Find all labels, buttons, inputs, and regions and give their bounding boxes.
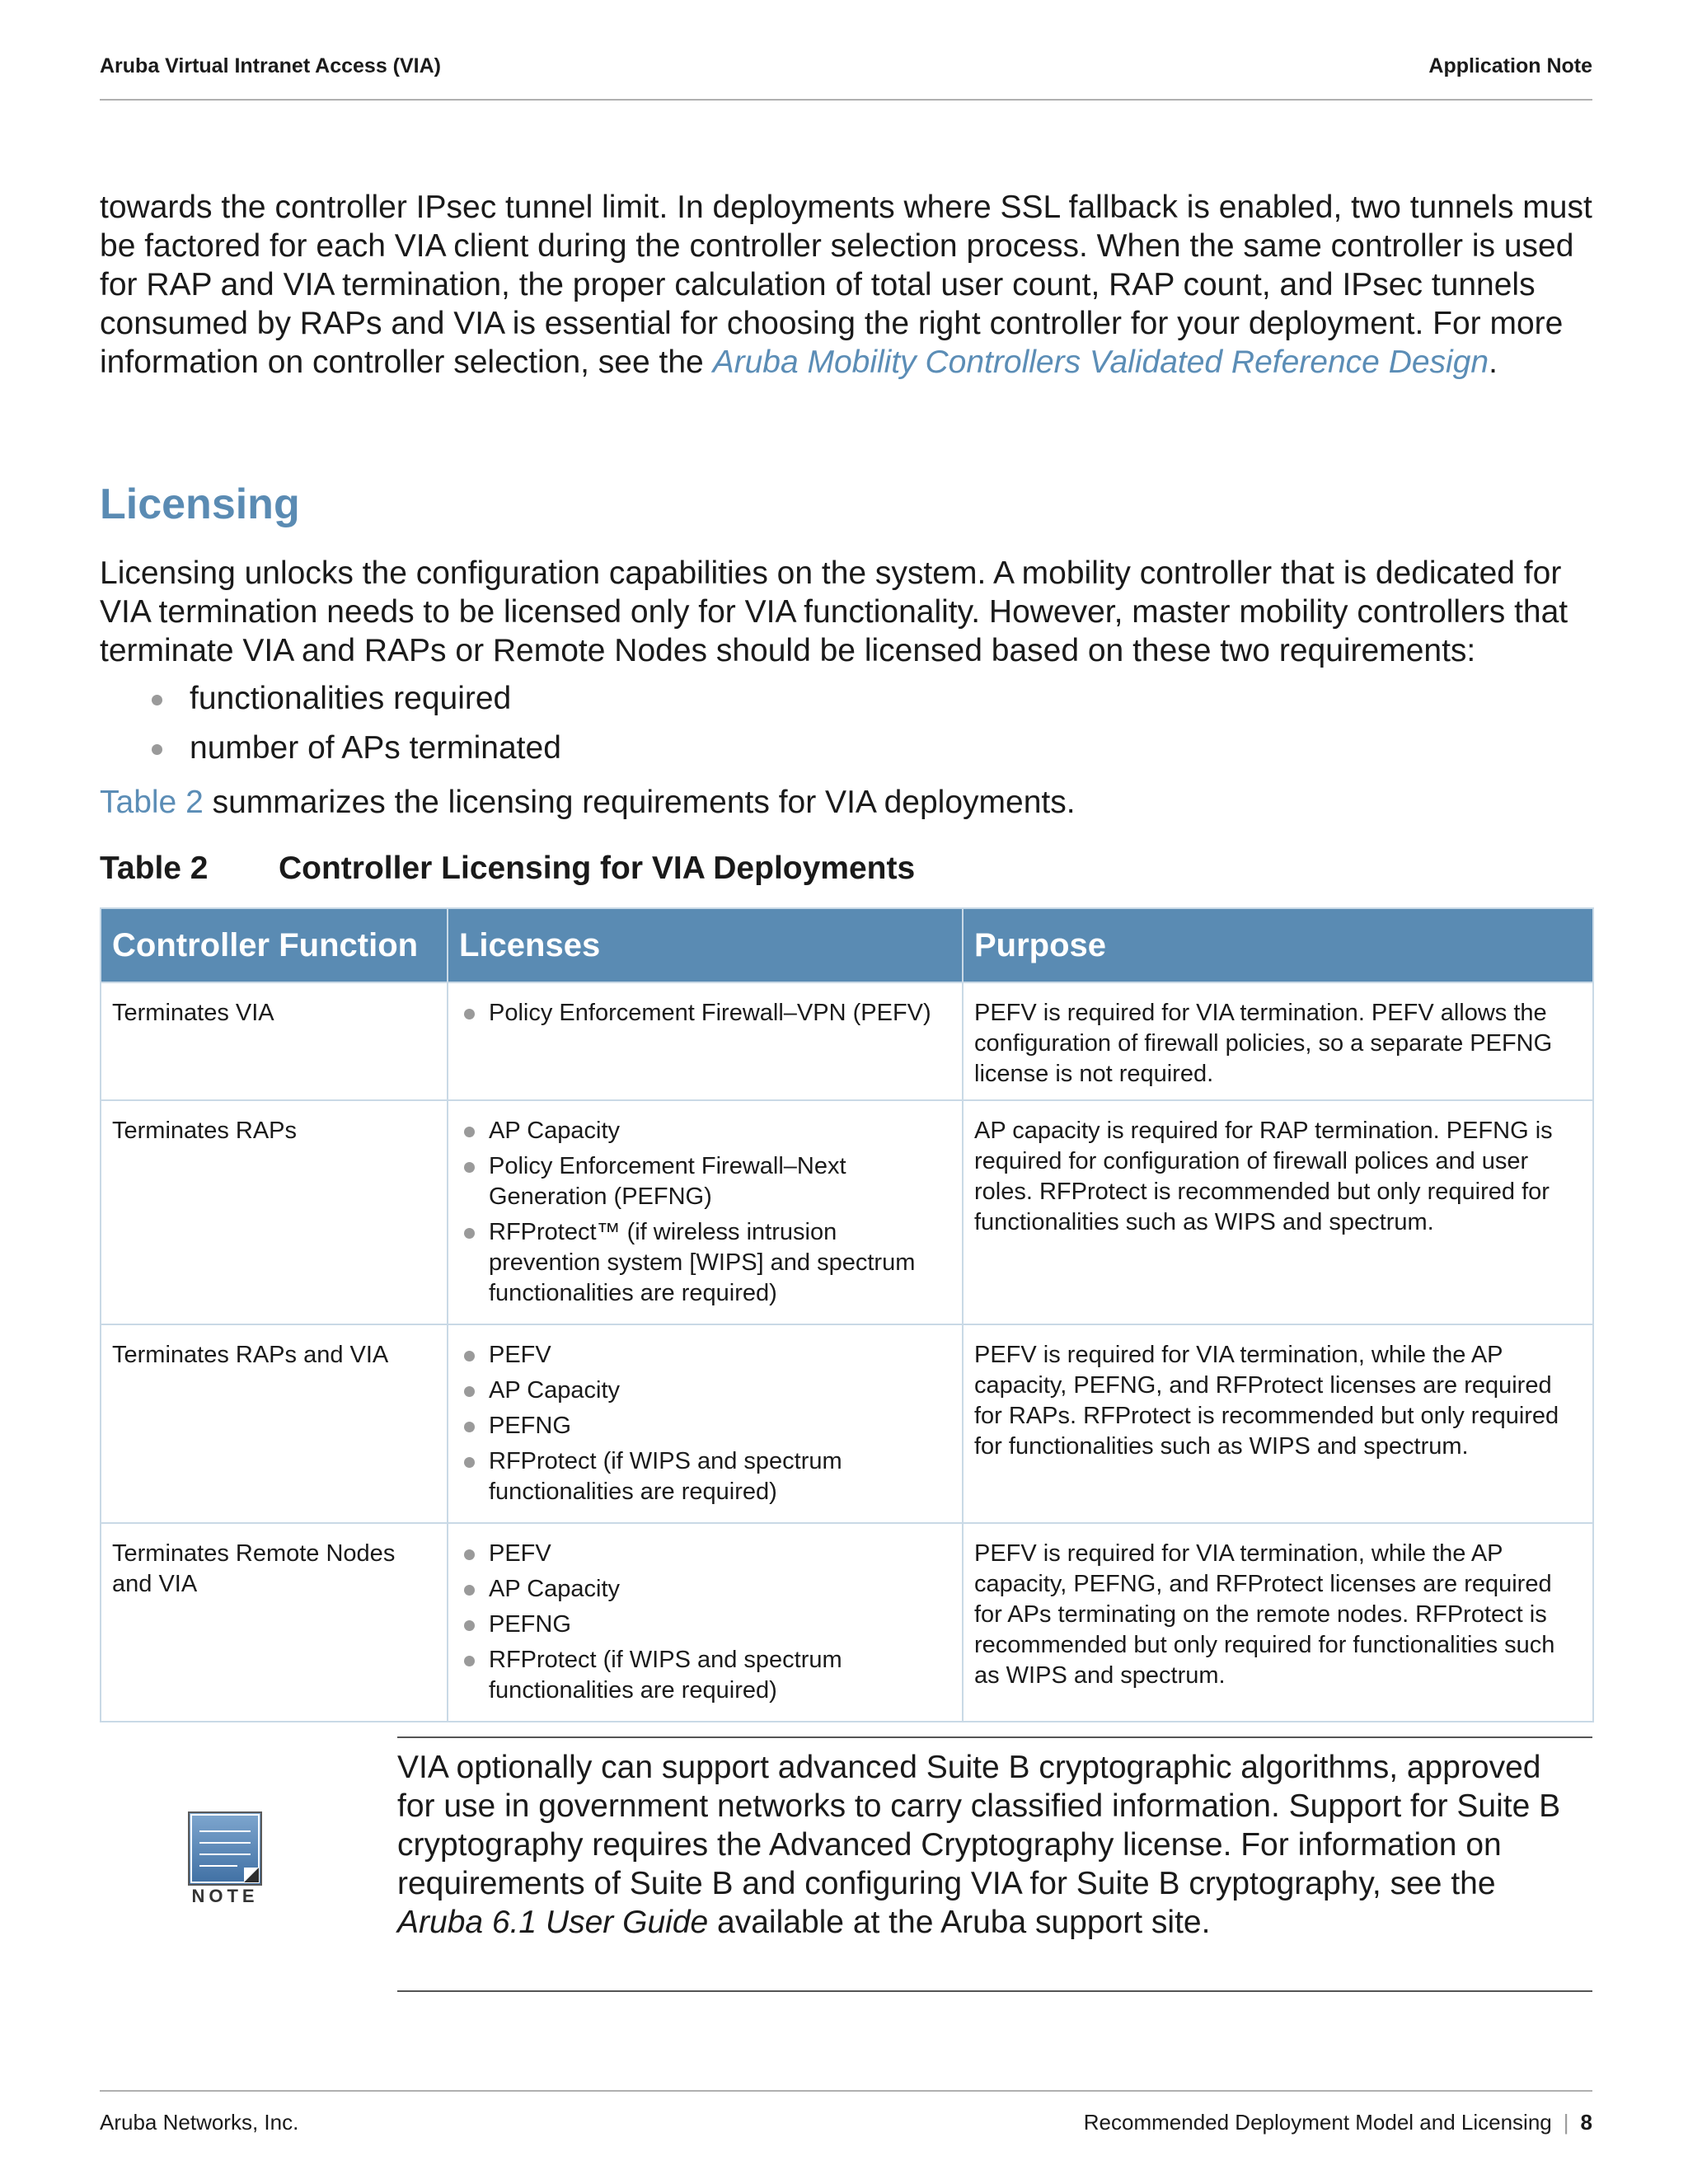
footer-separator: | [1563,2110,1569,2135]
purpose-cell: AP capacity is required for RAP termination. PEFNG is required for configuration of firewall polices and user roles. RFProtect is recommended but only required for functionalities such as WIPS and spectrum. [963,1100,1593,1324]
licenses-list [459,998,951,1029]
bullet-icon [464,1386,475,1397]
license-item [459,998,951,1029]
bullet-icon [464,1422,475,1432]
bullet-icon [464,1656,475,1666]
purpose-cell: PEFV is required for VIA termination, while the AP capacity, PEFNG, and RFProtect licenses are required for RAPs. RFProtect is recommended but only required for functionalities such as WIPS and spectrum. [963,1324,1593,1523]
licensing-table [100,907,1594,1722]
license-item [459,1610,951,1640]
license-item [459,1446,951,1507]
licensing-paragraph: Licensing unlocks the configuration capabilities on the system. A mobility controller that is dedicated for VIA termination needs to be licensed only for VIA functionality. However, master mobility controllers that terminate VIA and RAPs or Remote Nodes should be licensed based on these two requirements: [100,555,1568,668]
bullet-icon [464,1127,475,1137]
user-guide-title: Aruba 6.1 User Guide [397,1905,709,1940]
bullet-icon [464,1228,475,1239]
bullet-icon [152,695,162,705]
note-icon [188,1811,262,1886]
requirements-list [148,679,561,778]
reference-design-link[interactable]: Aruba Mobility Controllers Validated Reference Design [712,344,1489,380]
license-text: PEFNG [489,1611,571,1638]
note-text-before: VIA optionally can support advanced Suite B cryptographic algorithms, approved for use in government networks to carry classified information. Support for Suite B cryptography requires the Advanced Cryptography license. For information on requirements of Suite B and configuring VIA for Suite B cryptography, see the [397,1750,1561,1901]
license-text: Policy Enforcement Firewall–Next Generation (PEFNG) [489,1153,846,1210]
note-text [397,1748,1584,1942]
table-row [101,1324,1593,1523]
license-item [459,1574,951,1605]
license-item [459,1376,951,1406]
intro-tail: . [1489,344,1498,380]
header-doc-type: Application Note [1428,54,1592,77]
function-cell: Terminates Remote Nodes and VIA [101,1523,448,1722]
purpose-cell: PEFV is required for VIA termination. PEFV allows the configuration of firewall policies, so a separate PEFNG license is not required. [963,982,1593,1100]
license-text: RFProtect™ (if wireless intrusion prevention system [WIPS] and spectrum functionalities are required) [489,1219,916,1306]
license-text: PEFV [489,1540,551,1567]
summary-text: summarizes the licensing requirements for VIA deployments. [203,785,1076,820]
note-box [397,1736,1592,1992]
bullet-icon [464,1162,475,1173]
licenses-cell [448,1523,963,1722]
purpose-cell: PEFV is required for VIA termination, while the AP capacity, PEFNG, and RFProtect licenses are required for APs terminating on the remote nodes. RFProtect is recommended but only required for functionalities such as WIPS and spectrum. [963,1523,1593,1722]
table-row [101,1523,1593,1722]
license-text: PEFNG [489,1413,571,1439]
license-text: RFProtect (if WIPS and spectrum functionalities are required) [489,1448,842,1505]
function-cell: Terminates RAPs and VIA [101,1324,448,1523]
table-row [101,982,1593,1100]
function-cell: Terminates RAPs [101,1100,448,1324]
license-item [459,1645,951,1706]
running-header [100,51,1592,101]
intro-paragraph [100,188,1592,382]
license-text: AP Capacity [489,1118,621,1144]
licenses-cell [448,1100,963,1324]
license-text: AP Capacity [489,1576,621,1602]
licenses-cell [448,982,963,1100]
header-title: Aruba Virtual Intranet Access (VIA) [100,54,442,77]
intro-text: towards the controller IPsec tunnel limit. In deployments where SSL fallback is enabled, two tunnels must be factored for each VIA client during the controller selection process. When the same controller is used for RAP and VIA termination, the proper calculation of total user count, RAP count, and IPsec tunnels consumed by RAPs and VIA is essential for choosing the right controller for your deployment. For more information on controller selection, see the [100,190,1592,380]
table-row [101,1100,1593,1324]
license-item [459,1539,951,1569]
footer-company: Aruba Networks, Inc. [100,2110,299,2135]
license-text: AP Capacity [489,1377,621,1404]
footer-section [1084,2110,1592,2135]
running-footer [100,2090,1592,2133]
license-item [459,1217,951,1309]
bullet-icon [152,744,162,755]
note-label: NOTE [191,1886,259,1906]
column-header-licenses: Licenses [448,908,963,982]
licenses-list [459,1340,951,1507]
column-header-function: Controller Function [101,908,448,982]
column-header-purpose: Purpose [963,908,1593,982]
licenses-cell [448,1324,963,1523]
licensing-heading: Licensing [100,480,300,528]
table-header-row [101,908,1593,982]
function-cell: Terminates VIA [101,982,448,1100]
license-text: RFProtect (if WIPS and spectrum functionalities are required) [489,1647,842,1704]
summary-paragraph [100,783,1076,822]
license-item [459,1151,951,1212]
bullet-icon [464,1585,475,1596]
licenses-list [459,1116,951,1309]
note-text-after: available at the Aruba support site. [708,1905,1211,1940]
bullet-icon [464,1009,475,1019]
list-item-text: functionalities required [190,681,512,716]
footer-section-title: Recommended Deployment Model and Licensing [1083,2110,1552,2135]
table-caption [100,849,915,888]
bullet-icon [464,1620,475,1631]
table-caption-title: Controller Licensing for VIA Deployments [279,851,916,886]
note-badge [188,1811,262,1906]
list-item [148,729,561,767]
licenses-list [459,1539,951,1706]
license-text: Policy Enforcement Firewall–VPN (PEFV) [489,1000,931,1026]
page-number: 8 [1580,2110,1592,2135]
bullet-icon [464,1351,475,1361]
list-item-text: number of APs terminated [190,730,561,766]
table-2-link[interactable]: Table 2 [100,785,204,820]
bullet-icon [464,1457,475,1468]
list-item [148,679,561,718]
bullet-icon [464,1549,475,1560]
table-caption-number: Table 2 [100,851,209,886]
license-text: PEFV [489,1342,551,1368]
license-item [459,1340,951,1371]
license-item [459,1411,951,1441]
license-item [459,1116,951,1146]
